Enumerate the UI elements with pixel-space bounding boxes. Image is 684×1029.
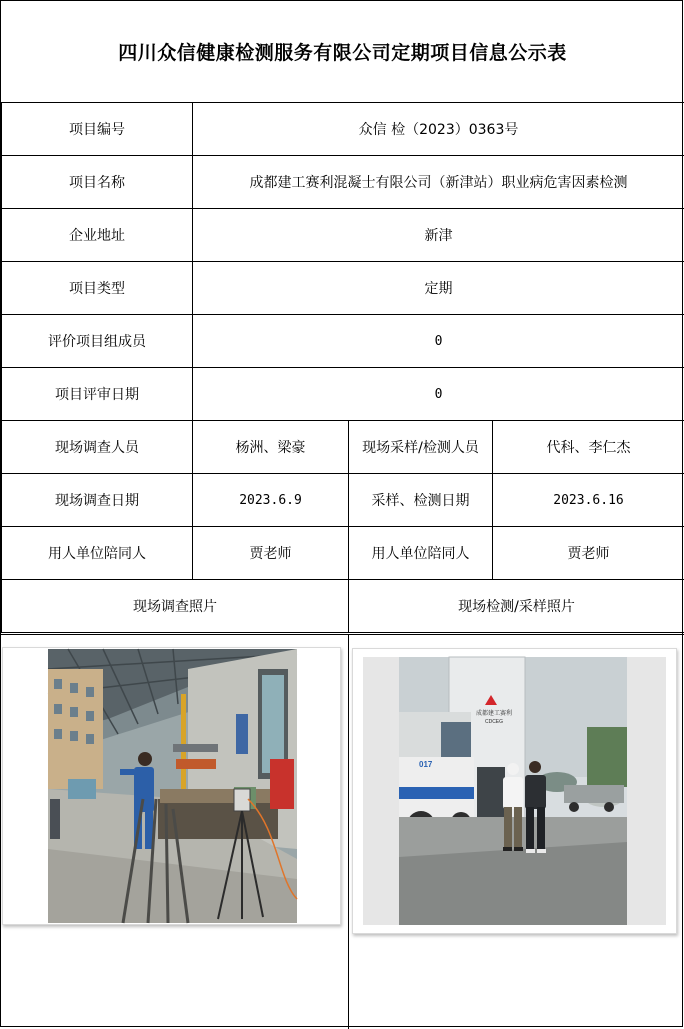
address-value: 新津 [193,209,684,262]
sampling-photo-image [353,649,676,933]
table-row [2,421,684,474]
table-row [2,368,684,421]
sampling-date-label: 采样、检测日期 [349,474,493,527]
escort-label-2: 用人单位陪同人 [349,527,493,580]
plant-sign-sub: CDCEG [485,719,503,725]
table-row [2,103,684,156]
survey-date-label: 现场调查日期 [2,474,193,527]
table-row [2,315,684,368]
plant-sign-text: 成都建工赛利 [476,709,512,717]
page-title: 四川众信健康检测服务有限公司定期项目信息公示表 [1,1,684,102]
project-no-label: 项目编号 [2,103,193,156]
review-date-value: 0 [193,368,684,421]
table-row [2,580,684,633]
table-row [2,262,684,315]
info-table [1,102,684,633]
project-name-label: 项目名称 [2,156,193,209]
project-type-value: 定期 [193,262,684,315]
sampling-photo[interactable] [352,648,677,934]
sampling-date-value: 2023.6.16 [493,474,684,527]
project-no-value: 众信 检（2023）0363号 [193,103,684,156]
table-row [2,156,684,209]
sampling-photo-header: 现场检测/采样照片 [349,580,684,633]
sampling-staff-value: 代科、李仁杰 [493,421,684,474]
photo-divider [348,635,349,1029]
survey-staff-value: 杨洲、梁豪 [193,421,349,474]
table-row [2,474,684,527]
project-name-value: 成都建工赛利混凝士有限公司（新津站）职业病危害因素检测 [193,156,684,209]
photo-row [1,634,684,1028]
sampling-staff-label: 现场采样/检测人员 [349,421,493,474]
survey-photo[interactable] [2,647,341,925]
project-type-label: 项目类型 [2,262,193,315]
survey-photo-header: 现场调查照片 [2,580,349,633]
escort-value: 贾老师 [193,527,349,580]
survey-staff-label: 现场调查人员 [2,421,193,474]
survey-date-value: 2023.6.9 [193,474,349,527]
review-date-label: 项目评审日期 [2,368,193,421]
eval-members-label: 评价项目组成员 [2,315,193,368]
survey-photo-image [3,648,340,924]
eval-members-value: 0 [193,315,684,368]
address-label: 企业地址 [2,209,193,262]
table-row [2,209,684,262]
table-row [2,527,684,580]
truck-number-text: 017 [419,760,433,769]
escort-label: 用人单位陪同人 [2,527,193,580]
escort-value-2: 贾老师 [493,527,684,580]
